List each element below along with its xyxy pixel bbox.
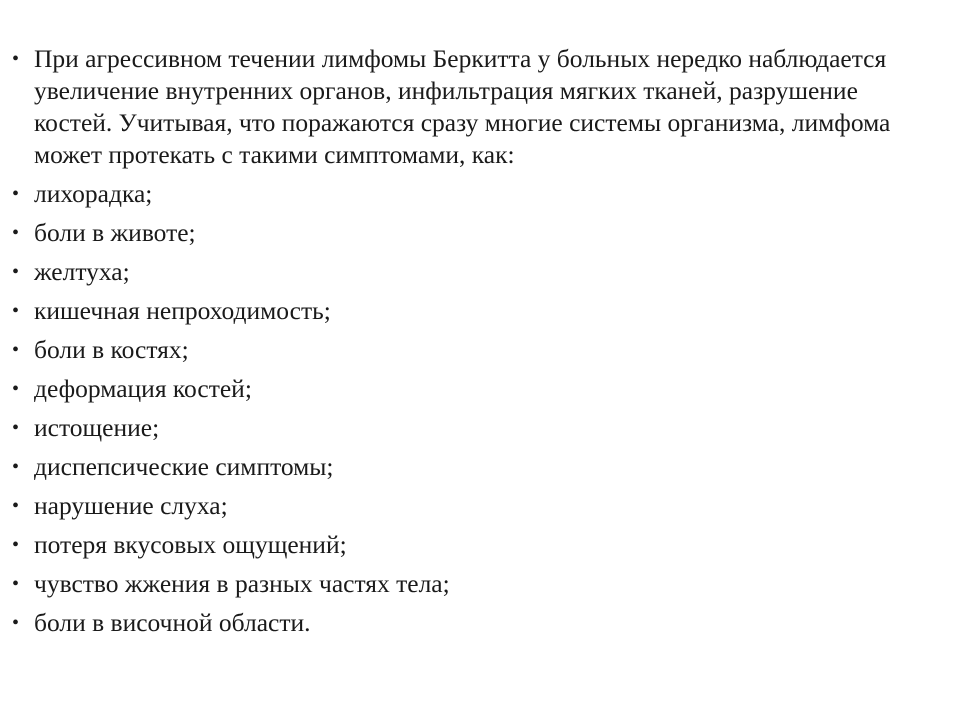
list-item [8,607,908,639]
list-item-text: истощение; [34,413,160,442]
list-item [8,178,908,210]
intro-paragraph [8,43,908,171]
list-item [8,256,908,288]
list-item [8,490,908,522]
list-item-text: нарушение слуха; [34,491,228,520]
bullet-icon: • [12,417,20,439]
bullet-icon: • [12,378,20,400]
list-item-text: лихорадка; [34,179,153,208]
slide-content [8,43,908,646]
list-item-text: потеря вкусовых ощущений; [34,530,347,559]
bullet-icon: • [12,183,20,205]
list-item [8,334,908,366]
bullet-icon: • [12,573,20,595]
bullet-icon: • [12,456,20,478]
bullet-icon: • [12,339,20,361]
bullet-icon: • [12,495,20,517]
list-item-text: чувство жжения в разных частях тела; [34,569,450,598]
list-item-text: боли в костях; [34,335,189,364]
list-item-text: боли в животе; [34,218,196,247]
bullet-icon: • [12,534,20,556]
bullet-icon: • [12,612,20,634]
list-item [8,568,908,600]
list-item-text: желтуха; [34,257,130,286]
list-item-text: диспепсические симптомы; [34,452,334,481]
intro-text: При агрессивном течении лимфомы Беркитта у больных нередко наблюдается увеличение внутренних органов, инфильтрация мягких тканей, разрушение костей. Учитывая, что поражаются сразу многие системы организма, лимфома может протекать с такими симптомами, как: [34,44,891,169]
list-item [8,295,908,327]
list-item-text: боли в височной области. [34,608,311,637]
bullet-icon: • [12,48,20,70]
list-item [8,529,908,561]
list-item [8,412,908,444]
bullet-icon: • [12,300,20,322]
list-item-text: кишечная непроходимость; [34,296,331,325]
symptom-list [8,43,908,639]
list-item-text: деформация костей; [34,374,252,403]
list-item [8,373,908,405]
list-item [8,451,908,483]
bullet-icon: • [12,222,20,244]
list-item [8,217,908,249]
bullet-icon: • [12,261,20,283]
